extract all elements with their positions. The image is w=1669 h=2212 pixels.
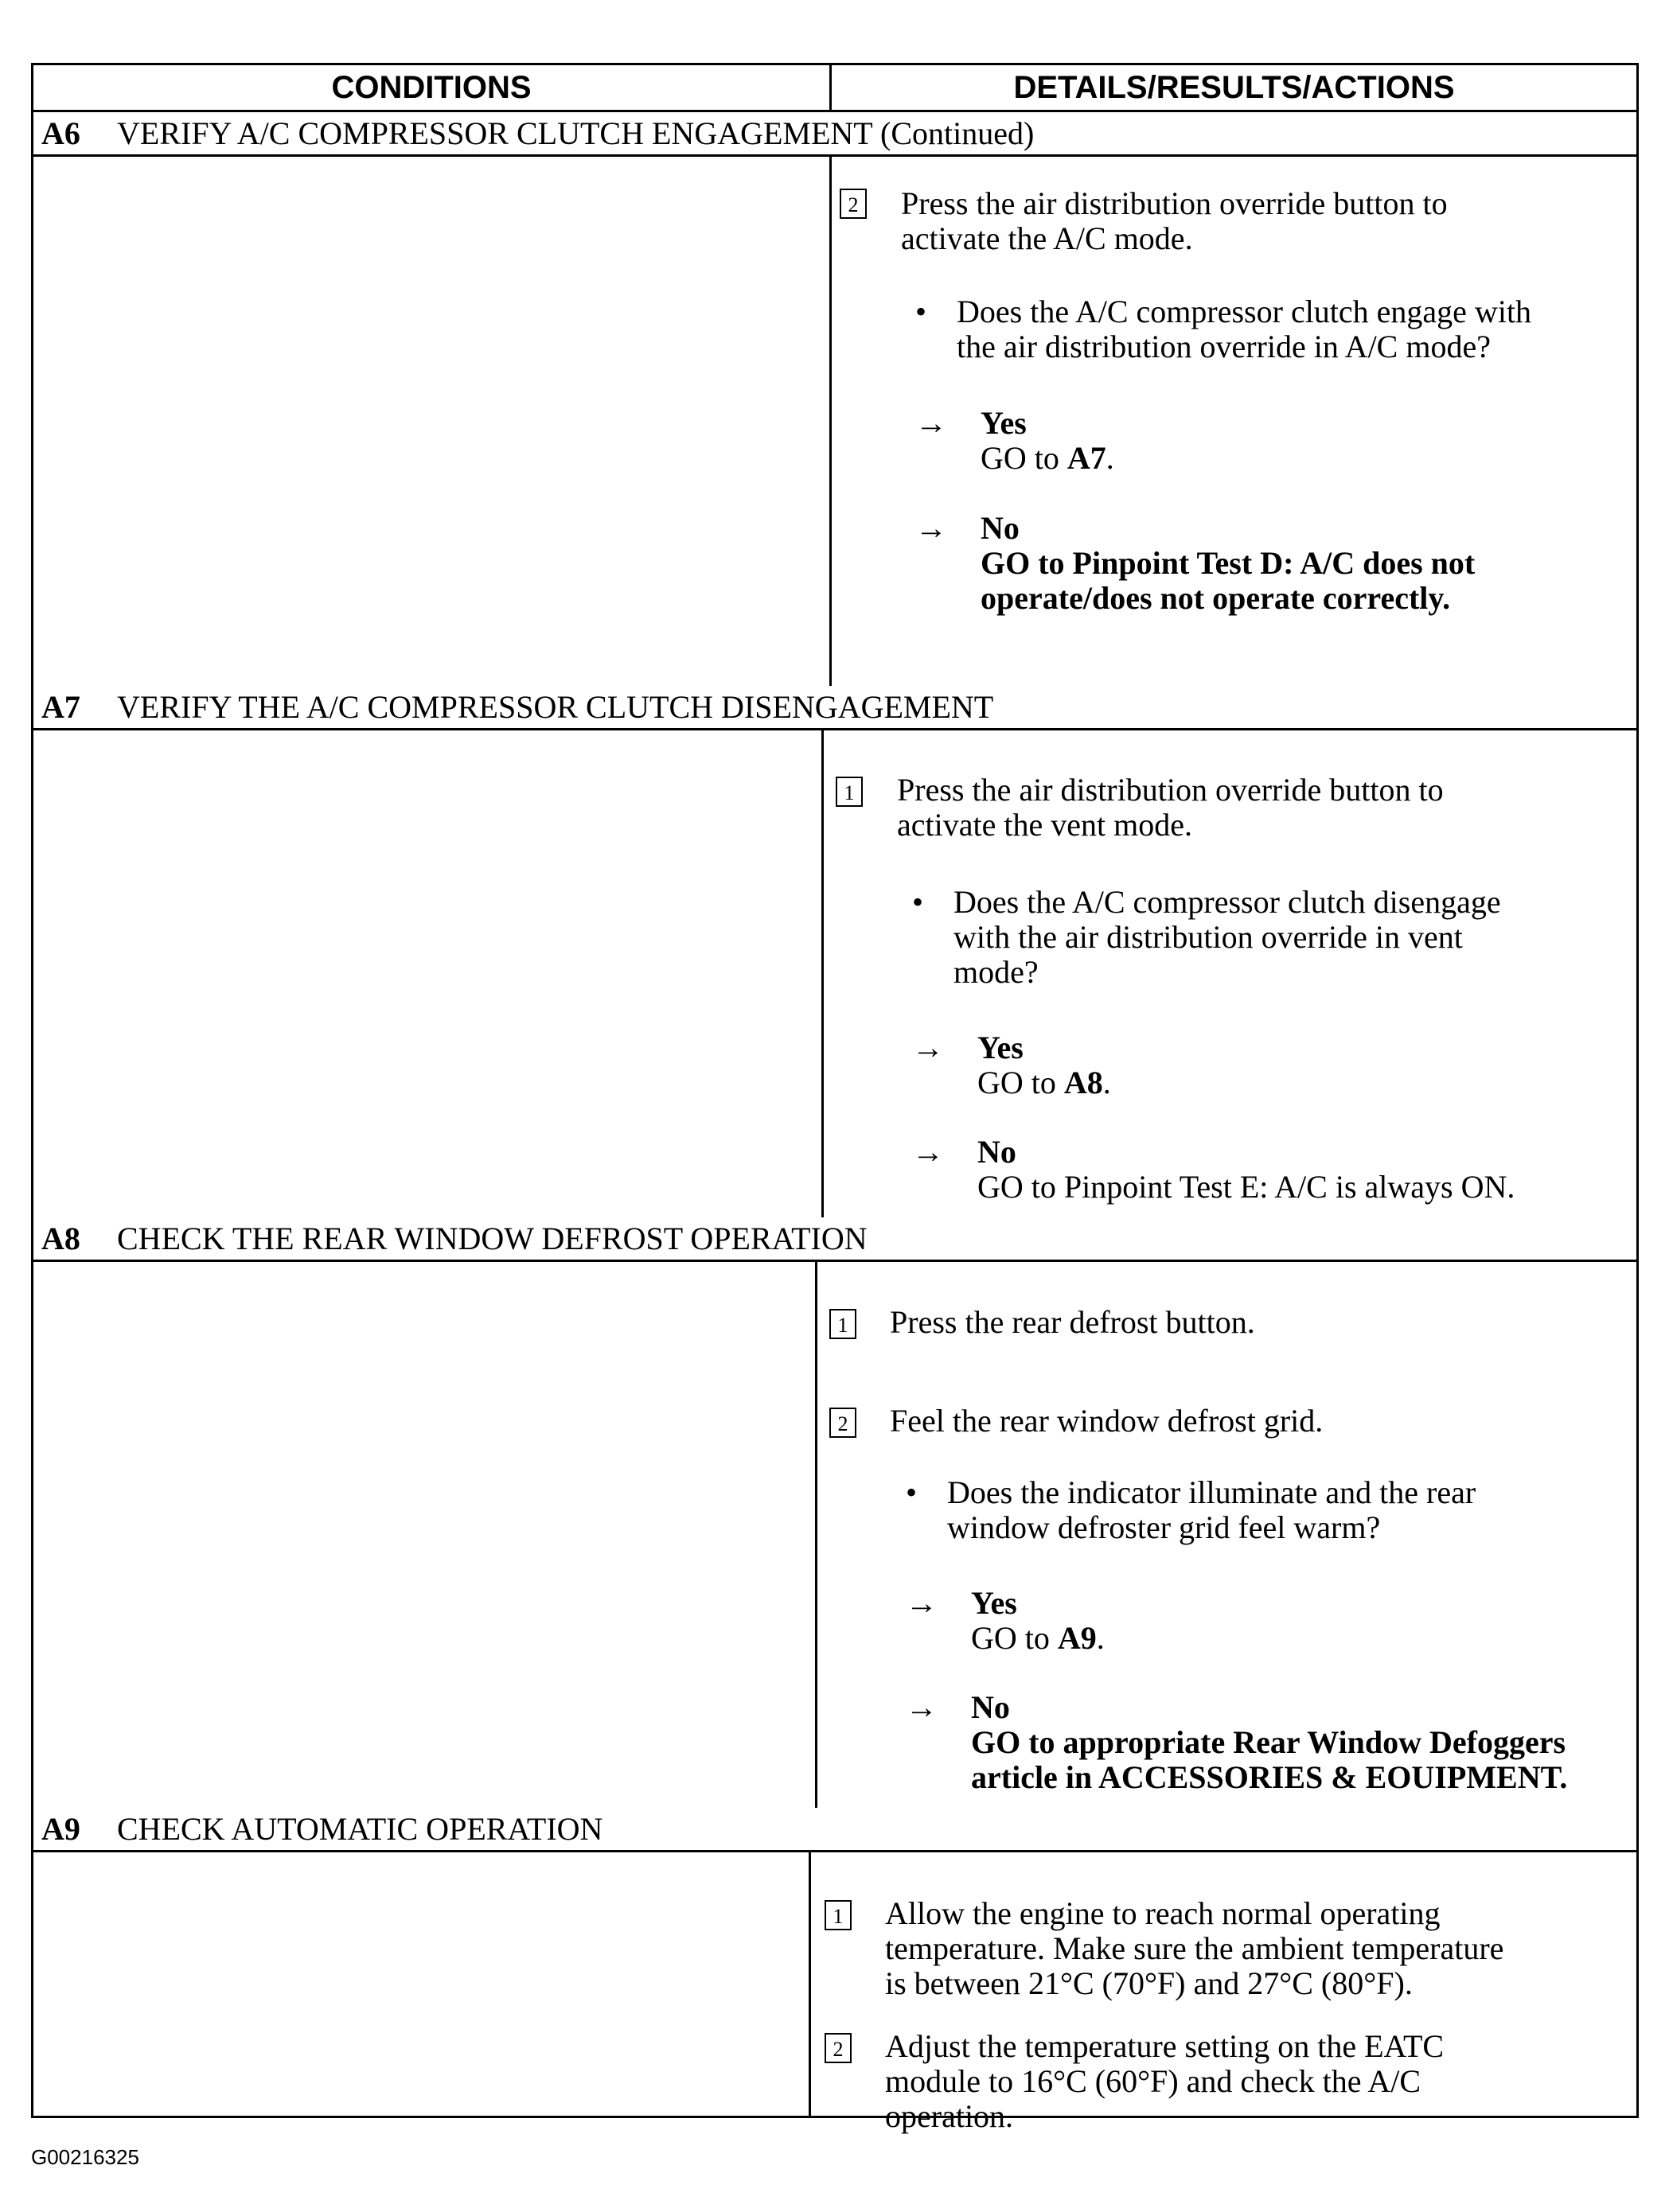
question-text: Does the A/C compressor clutch engage with the air distribution override in A/C mode? bbox=[957, 294, 1532, 364]
no-answer bbox=[971, 1690, 1567, 1795]
section-title: VERIFY A/C COMPRESSOR CLUTCH ENGAGEMENT (Continued) bbox=[117, 115, 1035, 151]
arrow-right-icon: → bbox=[906, 1689, 938, 1725]
section-id: A8 bbox=[41, 1221, 80, 1256]
yes-label: Yes bbox=[981, 405, 1027, 441]
section-a8-body bbox=[33, 1262, 1636, 1808]
yes-answer bbox=[971, 1586, 1105, 1656]
step-number-box: 1 bbox=[825, 1900, 852, 1930]
yes-action-suffix: . bbox=[1096, 1620, 1105, 1656]
step-text: Allow the engine to reach normal operating temperature. Make sure the ambient temperature is between 21°C (70°F) and 27°C (80°F). bbox=[885, 1895, 1504, 2001]
yes-action-ref: A7 bbox=[1067, 440, 1106, 476]
no-label: No bbox=[981, 510, 1020, 546]
yes-action-prefix: GO to bbox=[981, 440, 1067, 476]
step-number-box: 2 bbox=[829, 1408, 856, 1438]
yes-answer bbox=[981, 406, 1114, 476]
no-action: GO to appropriate Rear Window Defoggers article in ACCESSORIES & EOUIPMENT. bbox=[971, 1724, 1568, 1795]
section-a6-body bbox=[33, 157, 1636, 686]
step-number-box: 1 bbox=[829, 1309, 856, 1339]
arrow-right-icon: → bbox=[906, 1585, 938, 1621]
no-label: No bbox=[971, 1689, 1010, 1725]
bullet-icon: • bbox=[912, 884, 924, 920]
section-a9-body bbox=[33, 1852, 1636, 2134]
step-number-box: 2 bbox=[840, 189, 867, 219]
yes-action-ref: A8 bbox=[1063, 1065, 1103, 1100]
details-header: DETAILS/RESULTS/ACTIONS bbox=[829, 65, 1636, 110]
arrow-right-icon: → bbox=[915, 510, 947, 546]
yes-action-ref: A9 bbox=[1057, 1620, 1097, 1656]
arrow-right-icon: → bbox=[912, 1030, 944, 1065]
yes-action-prefix: GO to bbox=[971, 1620, 1058, 1656]
no-answer bbox=[981, 511, 1475, 616]
no-answer bbox=[977, 1135, 1515, 1205]
section-a9-title bbox=[33, 1808, 1636, 1852]
yes-action-suffix: . bbox=[1102, 1065, 1111, 1100]
section-a6-title bbox=[33, 112, 1636, 157]
step-text: Feel the rear window defrost grid. bbox=[890, 1403, 1324, 1439]
yes-action-prefix: GO to bbox=[977, 1065, 1064, 1100]
yes-answer bbox=[977, 1030, 1111, 1100]
no-label: No bbox=[977, 1134, 1016, 1170]
bullet-icon: • bbox=[906, 1474, 918, 1510]
column-divider bbox=[829, 157, 832, 686]
yes-action-suffix: . bbox=[1106, 440, 1114, 476]
no-action: GO to Pinpoint Test D: A/C does not operate/does not operate correctly. bbox=[981, 545, 1476, 616]
section-title: CHECK THE REAR WINDOW DEFROST OPERATION bbox=[117, 1221, 868, 1256]
step-text: Press the air distribution override button to activate the A/C mode. bbox=[901, 185, 1448, 256]
arrow-right-icon: → bbox=[915, 405, 947, 441]
section-a7-body bbox=[33, 730, 1636, 1217]
step-number-box: 2 bbox=[825, 2033, 852, 2063]
section-id: A6 bbox=[41, 115, 80, 151]
table-header bbox=[33, 65, 1636, 112]
bullet-icon: • bbox=[915, 294, 927, 329]
section-id: A7 bbox=[41, 689, 80, 725]
section-id: A9 bbox=[41, 1811, 80, 1847]
section-a8-title bbox=[33, 1217, 1636, 1262]
step-number-box: 1 bbox=[836, 777, 863, 807]
section-title: VERIFY THE A/C COMPRESSOR CLUTCH DISENGAGEMENT bbox=[117, 689, 994, 725]
arrow-right-icon: → bbox=[912, 1134, 944, 1170]
section-a7-title bbox=[33, 686, 1636, 730]
column-divider bbox=[815, 1262, 817, 1808]
column-divider bbox=[821, 730, 824, 1217]
diagnostic-table bbox=[31, 63, 1639, 2134]
step-text: Press the rear defrost button. bbox=[890, 1304, 1255, 1340]
no-action: GO to Pinpoint Test E: A/C is always ON. bbox=[977, 1169, 1515, 1205]
question-text: Does the A/C compressor clutch disengage with the air distribution override in vent mode? bbox=[953, 884, 1501, 990]
step-text: Adjust the temperature setting on the EATC module to 16°C (60°F) and check the A/C operation. bbox=[885, 2028, 1445, 2134]
conditions-header: CONDITIONS bbox=[331, 69, 532, 105]
yes-label: Yes bbox=[971, 1585, 1017, 1621]
yes-label: Yes bbox=[977, 1030, 1024, 1065]
column-divider bbox=[809, 1852, 811, 2118]
figure-code: G00216325 bbox=[31, 2145, 139, 2169]
section-title: CHECK AUTOMATIC OPERATION bbox=[117, 1811, 603, 1847]
question-text: Does the indicator illuminate and the rear window defroster grid feel warm? bbox=[947, 1474, 1476, 1545]
step-text: Press the air distribution override button to activate the vent mode. bbox=[897, 772, 1444, 843]
